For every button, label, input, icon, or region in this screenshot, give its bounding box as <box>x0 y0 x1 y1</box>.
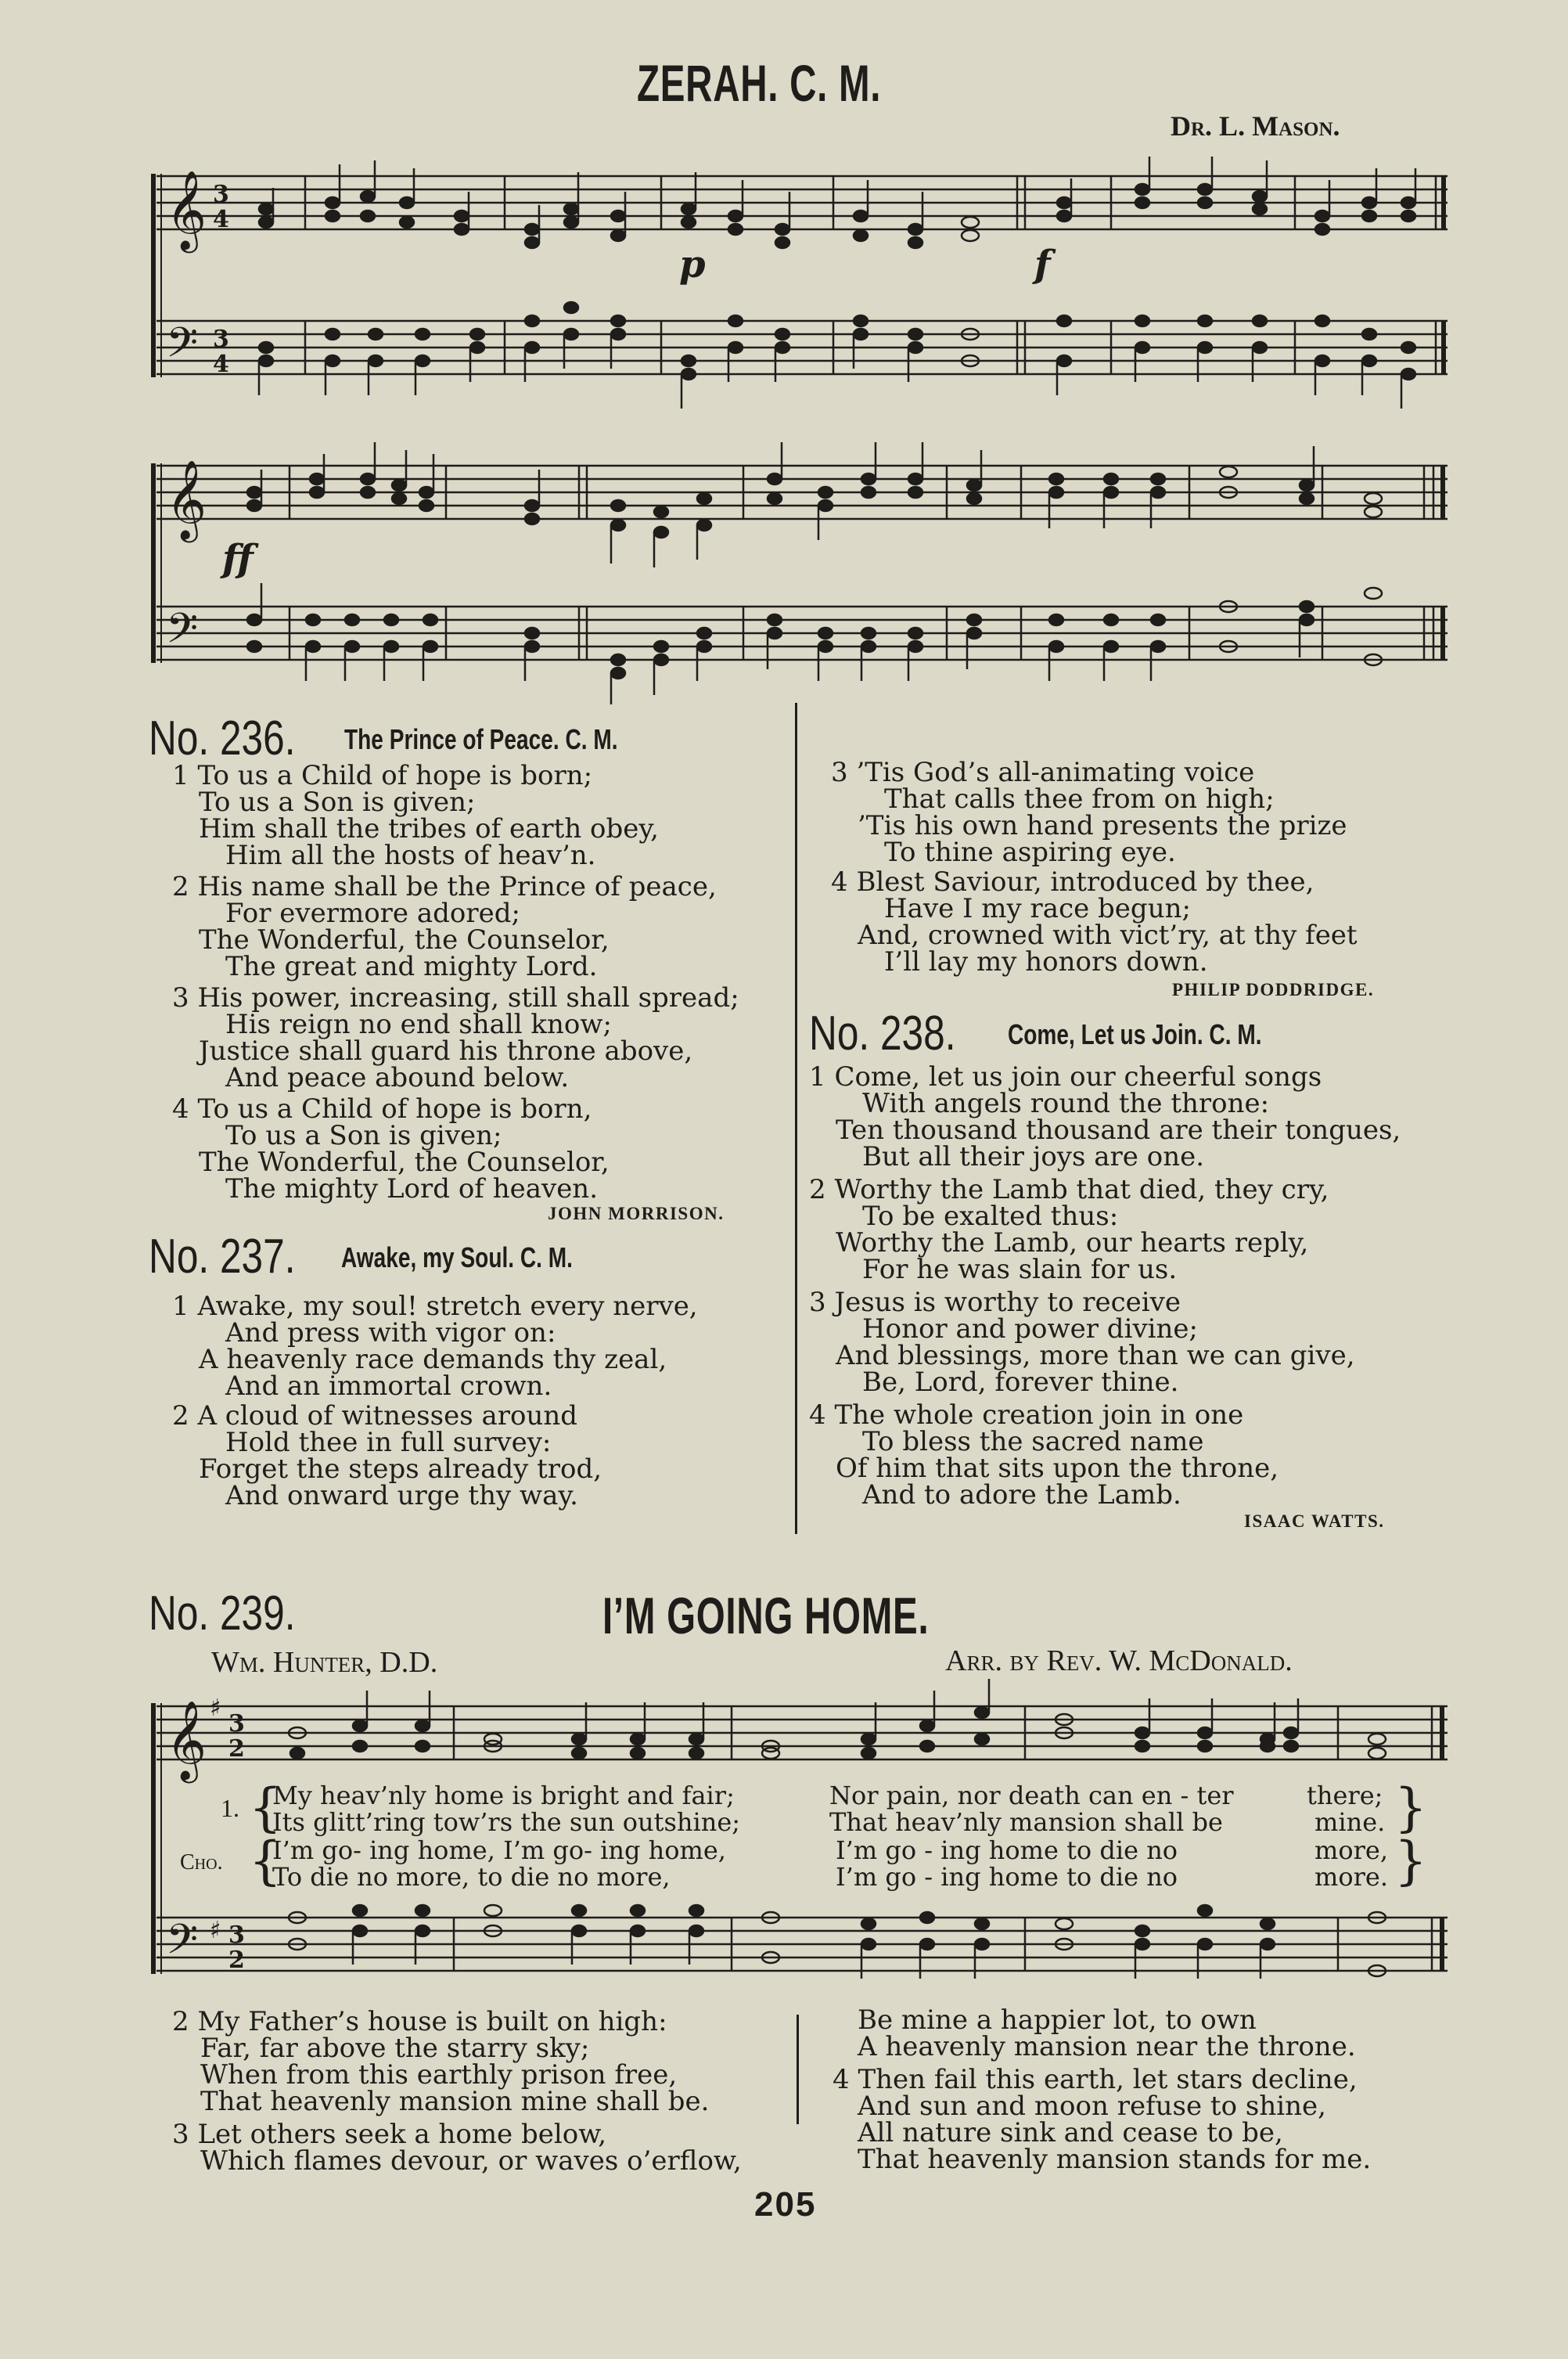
hymn-subtitle: Awake, my Soul. C. M. <box>341 1241 573 1273</box>
svg-text:3: 3 <box>213 326 229 353</box>
song-number: No. 239. <box>149 1586 296 1640</box>
svg-text:𝄢: 𝄢 <box>166 605 199 663</box>
column-divider-2 <box>797 2015 799 2124</box>
stanza-1: 1 Awake, my soul! stretch every nerve, And press with vigor on: A heavenly race demands thy zeal, And an immortal crown. <box>172 1291 698 1402</box>
verse-label: 1. <box>221 1794 239 1822</box>
hymn-subtitle: Come, Let us Join. C. M. <box>1008 1018 1262 1050</box>
bass-clef: 𝄢 <box>166 319 199 377</box>
lyric-line-2a: Its glitt’ring tow’rs the sun outshine; <box>272 1807 741 1837</box>
lyric-line-3b: I’m go - ing home to die no <box>836 1835 1178 1865</box>
svg-text:♯: ♯ <box>210 1917 221 1944</box>
hymn-author: PHILIP DODDRIDGE. <box>1172 980 1375 999</box>
stanza-4: 4 To us a Child of hope is born, To us a Son is given; The Wonderful, the Counselor, The mighty Lord of heaven. <box>172 1093 610 1205</box>
lyric-line-3c: more, <box>1314 1835 1389 1865</box>
song-author: Wm. Hunter, D.D. <box>211 1646 438 1679</box>
stanza-2: 2 Worthy the Lamb that died, they cry, To be exalted thus: Worthy the Lamb, our hearts reply, For he was slain for us. <box>809 1174 1329 1285</box>
left-brace-verse: { <box>249 1777 282 1838</box>
stanza-2: 2 My Father’s house is built on high: Far, far above the starry sky; When from this earthly prison free, That heavenly mansion mine shall be. <box>172 2006 710 2117</box>
svg-text:𝄢: 𝄢 <box>166 1916 199 1974</box>
svg-text:4: 4 <box>213 206 229 233</box>
lyric-line-4c: more. <box>1314 1862 1389 1892</box>
song-arranger: Arr. by Rev. W. McDonald. <box>945 1644 1293 1677</box>
chorus-label: Cho. <box>180 1850 223 1875</box>
svg-text:2: 2 <box>228 1947 245 1974</box>
key-signature-sharp: ♯ <box>210 1695 221 1722</box>
hymn-author: JOHN MORRISON. <box>548 1204 725 1223</box>
treble-clef: 𝄞 <box>166 169 207 250</box>
svg-text:3: 3 <box>228 1921 245 1949</box>
stanza-4: 4 Blest Saviour, introduced by thee, Have I my race begun; And, crowned with vict’ry, at thy feet I’ll lay my honors down. <box>831 866 1358 978</box>
hymn-author: ISAAC WATTS. <box>1244 1511 1385 1531</box>
lyric-line-1b: Nor pain, nor death can en - ter <box>829 1781 1234 1810</box>
stanza-3-continued: Be mine a happier lot, to own A heavenly mansion near the throne. <box>858 2004 1356 2062</box>
svg-text:4: 4 <box>213 351 229 378</box>
bass-staff-3 <box>156 1918 1448 1971</box>
dynamic-f: f <box>1034 243 1051 286</box>
song-lyrics <box>172 1777 1448 1907</box>
tune-title: ZERAH. C. M. <box>637 54 882 112</box>
svg-text:3: 3 <box>228 1710 245 1738</box>
lyric-line-4b: I’m go - ing home to die no <box>836 1862 1178 1892</box>
treble-staff-3 <box>156 1706 1448 1759</box>
time-signature: 3 <box>213 181 229 208</box>
hymn-number: No. 236. <box>149 711 296 765</box>
lyric-line-4a: To die no more, to die no more, <box>272 1862 671 1892</box>
stanza-1: 1 To us a Child of hope is born; To us a Son is given; Him shall the tribes of earth obey, Him all the hosts of heav’n. <box>172 760 659 871</box>
stanza-3: 3 Jesus is worthy to receive Honor and power divine; And blessings, more than we can give, Be, Lord, forever thine. <box>809 1287 1355 1398</box>
song-title: I’M GOING HOME. <box>602 1586 930 1644</box>
composer: Dr. L. Mason. <box>1171 110 1340 142</box>
stanza-4: 4 Then fail this earth, let stars decline, And sun and moon refuse to shine, All nature sink and cease to be, That heavenly mansion stands for me. <box>833 2064 1372 2175</box>
page-number: 205 <box>754 2185 817 2224</box>
stanza-2: 2 A cloud of witnesses around Hold thee in full survey: Forget the steps already trod, And onward urge thy way. <box>172 1400 602 1511</box>
svg-text:𝄞: 𝄞 <box>166 1699 207 1780</box>
lyric-line-2c: mine. <box>1314 1807 1386 1837</box>
stanza-1: 1 Come, let us join our cheerful songs With angels round the throne: Ten thousand thousand are their tongues, But all their joys are one. <box>809 1061 1401 1172</box>
dynamic-ff: ff <box>222 537 254 581</box>
right-brace-verse: } <box>1394 1777 1427 1838</box>
hymn-subtitle: The Prince of Peace. C. M. <box>344 723 618 755</box>
right-brace-chorus: } <box>1394 1831 1427 1891</box>
stanza-3: 3 Let others seek a home below, Which flames devour, or waves o’erflow, <box>172 2119 742 2177</box>
hymn-number: No. 238. <box>809 1007 956 1061</box>
lyric-line-2b: That heav’nly mansion shall be <box>829 1807 1223 1837</box>
stanza-2: 2 His name shall be the Prince of peace, For evermore adored; The Wonderful, the Counselor, The great and mighty Lord. <box>172 871 717 982</box>
lyric-line-1a: My heav’nly home is bright and fair; <box>272 1781 735 1810</box>
hymn-number: No. 237. <box>149 1230 296 1284</box>
stanza-3: 3 ’Tis God’s all-animating voice That calls thee from on high; ’Tis his own hand presents the prize To thine aspiring eye. <box>831 757 1347 868</box>
stanza-3: 3 His power, increasing, still shall spread; His reign no end shall know; Justice shall guard his throne above, And peace abound below. <box>172 982 739 1093</box>
stanza-4: 4 The whole creation join in one To bless the sacred name Of him that sits upon the throne, And to adore the Lamb. <box>809 1399 1279 1511</box>
lyric-line-3a: I’m go- ing home, I’m go- ing home, <box>272 1835 726 1865</box>
svg-text:2: 2 <box>228 1735 245 1763</box>
lyric-line-1c: there; <box>1307 1781 1383 1810</box>
dynamic-p: p <box>679 243 706 286</box>
left-brace-chorus: { <box>249 1831 282 1891</box>
svg-text:𝄞: 𝄞 <box>166 459 207 539</box>
